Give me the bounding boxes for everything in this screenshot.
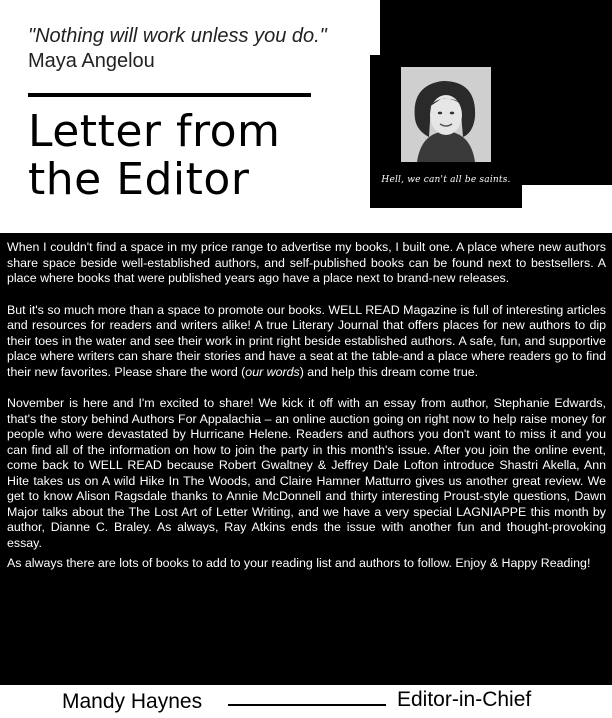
letter-paragraph-1: When I couldn't find a space in my price range to advertise my books, I built one. A place where new authors share space beside well-established authors, and self-published books can be found next to bestsellers. A place where books that were published years ago have a place next to brand-new releases. [7,240,606,285]
title-divider [28,93,311,97]
page-title [28,108,280,204]
letter-paragraph-2 [7,303,606,381]
page-title-line2: the Editor [28,154,250,205]
signature-footer [0,685,612,718]
portrait-image [401,67,491,162]
editor-photo-card [370,55,522,208]
letter-paragraph-2-text: But it's so much more than a space to promote our books. WELL READ Magazine is full of interesting articles and resources for readers and writers alike! A true Literary Journal that offers places for new authors to dip their toes in the water and see their work in print right beside established authors. A safe, fun, and supportive place where writers can share their stories and have a seat at the table-and a place where readers go to find their new favorites. Please share the word ( [7,302,606,379]
editor-portrait [401,67,491,162]
letter-body [0,233,612,685]
letter-paragraph-2-end: ) and help this dream come true. [299,364,479,379]
quote-text: "Nothing will work unless you do." [28,25,327,47]
header-black-strip [522,55,612,185]
editor-role: Editor-in-Chief [397,688,532,711]
quote-author: Maya Angelou [28,50,155,72]
epigraph-quote [28,24,358,74]
header-black-block [380,0,612,55]
photo-caption: Hell, we can't all be saints. [381,175,511,185]
letter-paragraph-4: As always there are lots of books to add to your reading list and authors to follow. Enjoy & Happy Reading! [7,556,591,570]
letter-paragraph-2-emphasis: our words [245,364,300,379]
editor-name: Mandy Haynes [62,690,203,713]
letter-paragraph-3: November is here and I'm excited to share! We kick it off with an essay from author, Stephanie Edwards, that's the story behind Authors For Appalachia – an online auction going on right now to help raise money for people who were devastated by Hurricane Helene. Readers and authors you don't want to miss it and you can find all of the information on how to join the party in this month's issue. After you join the online event, come back to WELL READ because Robert Gwaltney & Jeffrey Dale Lofton introduce Shastri Akella, Ann Hite takes us on A wild Hike In The Woods, and Claire Hamner Matturro gives us another great review. We get to know Alison Ragsdale thanks to Annie McDonnell and thirty interesting Proust-style questions, Dawn Major talks about the The Lost Art of Letter Writing, and we have a very special LAGNIAPPE this month by author, Dianne C. Braley. As always, Ray Atkins ends the issue with another fun and thought-provoking essay. [7,396,606,550]
page-title-line1: Letter from [28,106,281,157]
signature-divider [228,704,386,706]
